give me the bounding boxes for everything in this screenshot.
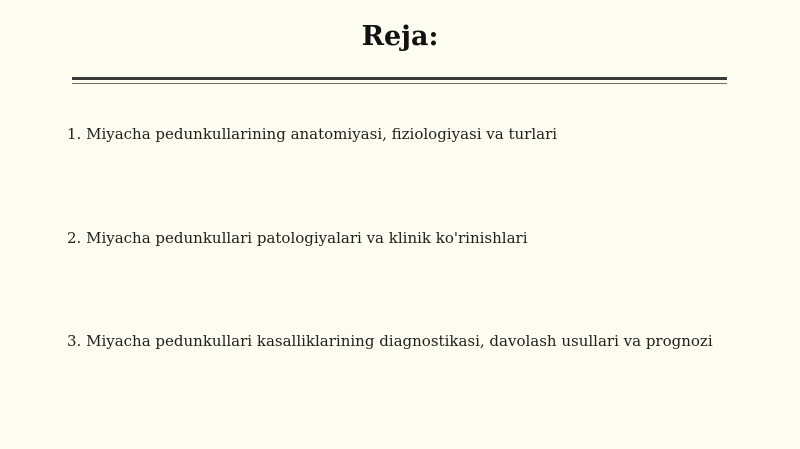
slide-title: Reja: bbox=[361, 21, 439, 52]
plan-item-1: 1. Miyacha pedunkullarining anatomiyasi, fiziologiyasi va turlari bbox=[67, 125, 558, 143]
title-divider bbox=[72, 77, 727, 85]
plan-item-2: 2. Miyacha pedunkullari patologiyalari va klinik ko'rinishlari bbox=[67, 229, 528, 247]
plan-item-3: 3. Miyacha pedunkullari kasalliklarining diagnostikasi, davolash usullari va prognozi bbox=[67, 332, 713, 350]
divider-thick-line bbox=[72, 77, 727, 80]
divider-thin-line bbox=[72, 83, 727, 84]
